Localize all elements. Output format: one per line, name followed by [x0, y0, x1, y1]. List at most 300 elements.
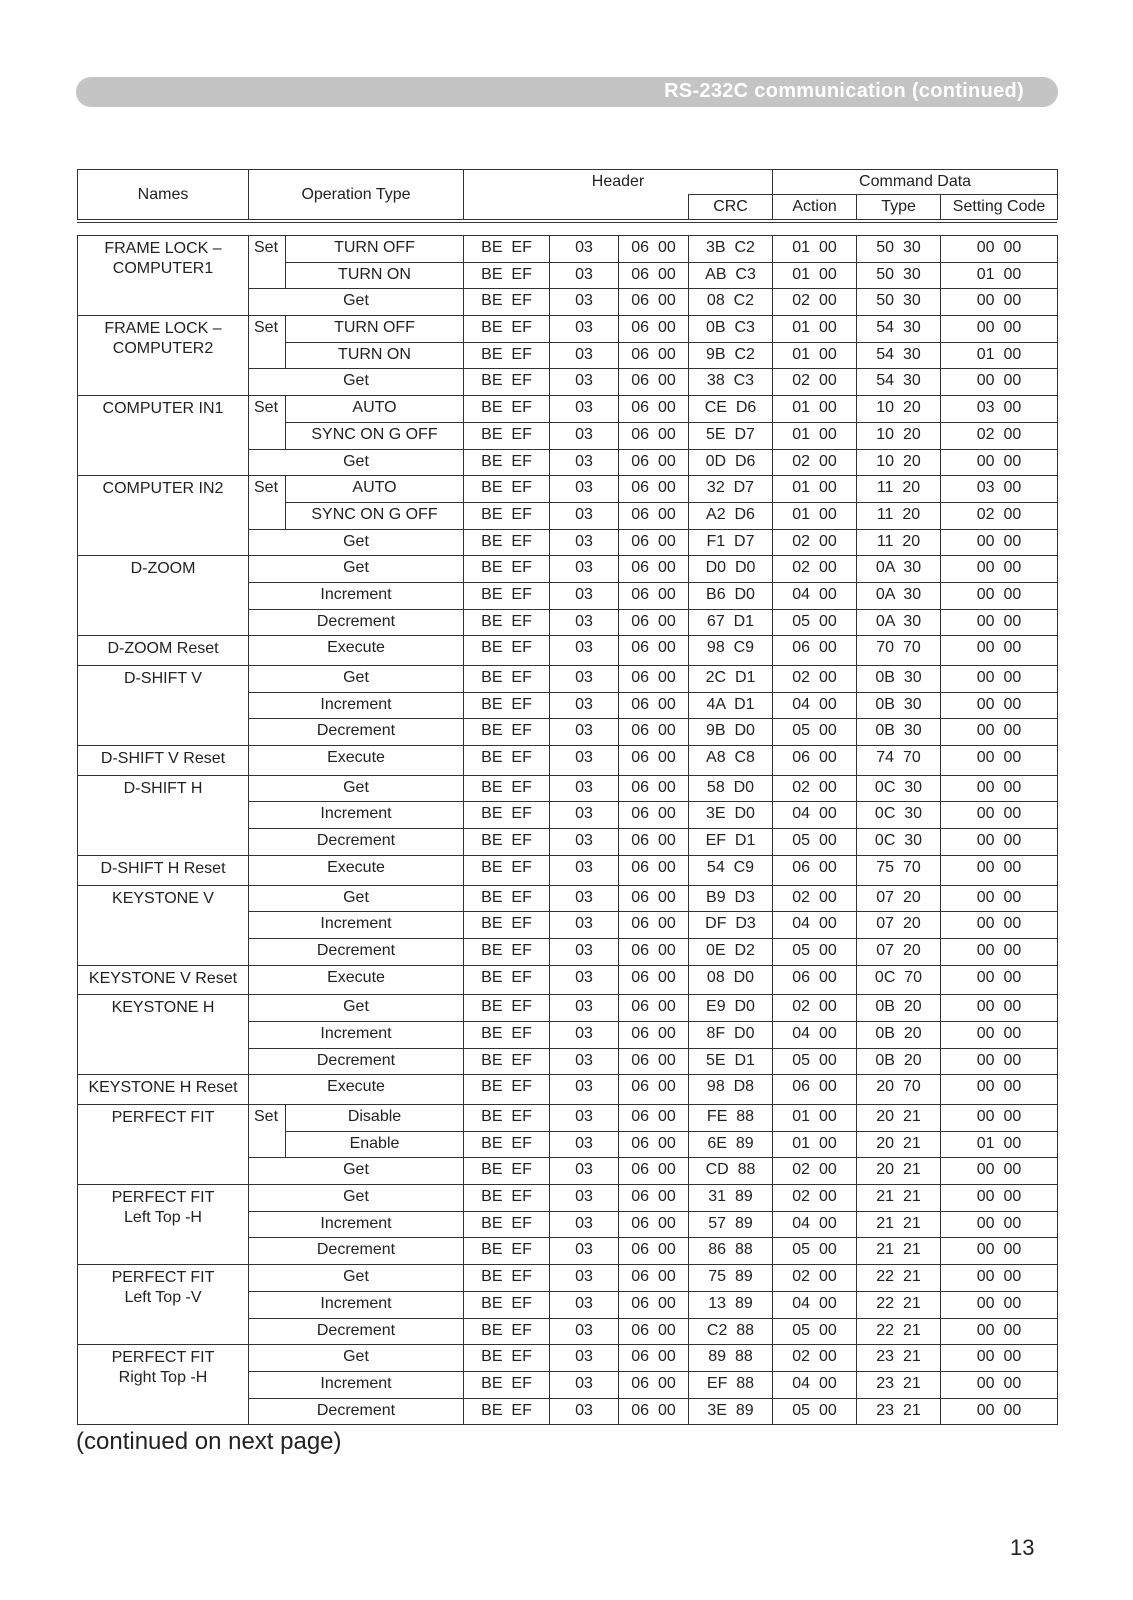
header-size: 06 00: [619, 1398, 689, 1425]
action-value: 04 00: [773, 1021, 857, 1048]
setting-code-value: 00 00: [941, 1048, 1058, 1075]
header-bytes: BE EF: [464, 342, 550, 369]
type-value: 0B 20: [857, 1048, 941, 1075]
crc-value: AB C3: [689, 262, 773, 289]
crc-value: 89 88: [689, 1345, 773, 1372]
type-value: 0B 20: [857, 1021, 941, 1048]
header-size: 06 00: [619, 342, 689, 369]
action-value: 06 00: [773, 746, 857, 776]
header-divider: [77, 222, 1057, 223]
type-value: 0A 30: [857, 556, 941, 583]
type-value: 21 21: [857, 1185, 941, 1212]
action-value: 05 00: [773, 1048, 857, 1075]
table-row: [78, 666, 1058, 693]
header-type-byte: 03: [550, 1131, 619, 1158]
type-value: 0C 70: [857, 965, 941, 995]
header-bytes: BE EF: [464, 829, 550, 856]
crc-value: 32 D7: [689, 476, 773, 503]
header-bytes: BE EF: [464, 236, 550, 263]
header-type-byte: 03: [550, 1211, 619, 1238]
header-type-byte: 03: [550, 636, 619, 666]
header-header-spacer: [464, 195, 689, 220]
header-size: 06 00: [619, 995, 689, 1022]
action-value: 02 00: [773, 1265, 857, 1292]
setting-code-value: 00 00: [941, 1211, 1058, 1238]
header-size: 06 00: [619, 556, 689, 583]
operation-type: Execute: [249, 636, 464, 666]
action-value: 06 00: [773, 965, 857, 995]
operation-type: Increment: [249, 582, 464, 609]
operation-type: Increment: [249, 1021, 464, 1048]
page-number: 13: [1010, 1535, 1035, 1560]
header-bytes: BE EF: [464, 476, 550, 503]
header-type-byte: 03: [550, 666, 619, 693]
header-bytes: BE EF: [464, 529, 550, 556]
header-bytes: BE EF: [464, 502, 550, 529]
crc-value: 98 C9: [689, 636, 773, 666]
action-value: 05 00: [773, 1398, 857, 1425]
table-row: [78, 1345, 1058, 1372]
operation-type: TURN OFF: [286, 236, 464, 263]
action-value: 02 00: [773, 775, 857, 802]
header-type-byte: 03: [550, 1075, 619, 1105]
operation-type: Get: [249, 1158, 464, 1185]
header-bytes: BE EF: [464, 1371, 550, 1398]
header-type-byte: 03: [550, 262, 619, 289]
action-value: 04 00: [773, 912, 857, 939]
operation-type: Get: [249, 449, 464, 476]
operation-type: Get: [249, 1265, 464, 1292]
action-value: 02 00: [773, 666, 857, 693]
crc-value: 57 89: [689, 1211, 773, 1238]
command-name: KEYSTONE V Reset: [78, 965, 249, 995]
setting-code-value: 01 00: [941, 262, 1058, 289]
setting-code-value: 02 00: [941, 422, 1058, 449]
header-bytes: BE EF: [464, 1318, 550, 1345]
command-name: KEYSTONE H: [78, 995, 249, 1075]
header-type-byte: 03: [550, 1105, 619, 1132]
action-value: 05 00: [773, 719, 857, 746]
header-size: 06 00: [619, 422, 689, 449]
header-bytes: BE EF: [464, 316, 550, 343]
setting-code-value: 00 00: [941, 289, 1058, 316]
operation-type: Increment: [249, 1211, 464, 1238]
setting-code-value: 00 00: [941, 1371, 1058, 1398]
crc-value: CD 88: [689, 1158, 773, 1185]
setting-code-value: 00 00: [941, 965, 1058, 995]
command-name: KEYSTONE H Reset: [78, 1075, 249, 1105]
type-value: 54 30: [857, 369, 941, 396]
header-type-byte: 03: [550, 1158, 619, 1185]
action-value: 06 00: [773, 855, 857, 885]
header-bytes: BE EF: [464, 449, 550, 476]
table-row: [78, 1105, 1058, 1132]
set-label: Set: [249, 316, 286, 369]
continued-note: (continued on next page): [76, 1428, 342, 1455]
header-size: 06 00: [619, 1211, 689, 1238]
command-name: FRAME LOCK – COMPUTER2: [78, 316, 249, 396]
header-size: 06 00: [619, 1185, 689, 1212]
operation-type: Disable: [286, 1105, 464, 1132]
command-table: [77, 235, 1058, 1425]
crc-value: 2C D1: [689, 666, 773, 693]
operation-type: Get: [249, 369, 464, 396]
setting-code-value: 00 00: [941, 1345, 1058, 1372]
operation-type: Decrement: [249, 938, 464, 965]
action-value: 05 00: [773, 829, 857, 856]
header-bytes: BE EF: [464, 938, 550, 965]
table-row: [78, 1265, 1058, 1292]
crc-value: C2 88: [689, 1318, 773, 1345]
header-type-byte: 03: [550, 855, 619, 885]
type-value: 20 21: [857, 1158, 941, 1185]
table-row: [78, 316, 1058, 343]
crc-value: 9B C2: [689, 342, 773, 369]
crc-value: CE D6: [689, 396, 773, 423]
command-name: PERFECT FIT: [78, 1105, 249, 1185]
header-size: 06 00: [619, 396, 689, 423]
type-value: 54 30: [857, 342, 941, 369]
crc-value: 8F D0: [689, 1021, 773, 1048]
table-row: [78, 885, 1058, 912]
header-bytes: BE EF: [464, 262, 550, 289]
action-value: 06 00: [773, 636, 857, 666]
table-row: [78, 965, 1058, 995]
crc-value: 3E D0: [689, 802, 773, 829]
setting-code-value: 01 00: [941, 1131, 1058, 1158]
action-value: 01 00: [773, 236, 857, 263]
header-setting-code: Setting Code: [941, 195, 1058, 220]
crc-value: 0B C3: [689, 316, 773, 343]
action-value: 04 00: [773, 802, 857, 829]
header-type-byte: 03: [550, 1021, 619, 1048]
header-type-byte: 03: [550, 719, 619, 746]
header-type-byte: 03: [550, 1345, 619, 1372]
operation-type: Enable: [286, 1131, 464, 1158]
action-value: 01 00: [773, 1131, 857, 1158]
crc-value: 6E 89: [689, 1131, 773, 1158]
header-size: 06 00: [619, 582, 689, 609]
operation-type: Decrement: [249, 1238, 464, 1265]
action-value: 04 00: [773, 692, 857, 719]
set-label: Set: [249, 396, 286, 449]
header-size: 06 00: [619, 666, 689, 693]
type-value: 23 21: [857, 1398, 941, 1425]
action-value: 02 00: [773, 289, 857, 316]
table-row: [78, 1185, 1058, 1212]
setting-code-value: 00 00: [941, 1105, 1058, 1132]
action-value: 06 00: [773, 1075, 857, 1105]
command-name: COMPUTER IN2: [78, 476, 249, 556]
action-value: 05 00: [773, 1238, 857, 1265]
action-value: 02 00: [773, 369, 857, 396]
header-type-byte: 03: [550, 369, 619, 396]
type-value: 0B 30: [857, 666, 941, 693]
operation-type: Get: [249, 556, 464, 583]
header-bytes: BE EF: [464, 582, 550, 609]
header-size: 06 00: [619, 885, 689, 912]
action-value: 04 00: [773, 1371, 857, 1398]
header-type-byte: 03: [550, 1291, 619, 1318]
crc-value: 0E D2: [689, 938, 773, 965]
type-value: 74 70: [857, 746, 941, 776]
setting-code-value: 00 00: [941, 692, 1058, 719]
header-type-byte: 03: [550, 582, 619, 609]
header-bytes: BE EF: [464, 609, 550, 636]
setting-code-value: 00 00: [941, 855, 1058, 885]
header-bytes: BE EF: [464, 1265, 550, 1292]
setting-code-value: 00 00: [941, 1398, 1058, 1425]
type-value: 11 20: [857, 529, 941, 556]
setting-code-value: 02 00: [941, 502, 1058, 529]
crc-value: 38 C3: [689, 369, 773, 396]
set-label: Set: [249, 476, 286, 529]
table-row: [78, 636, 1058, 666]
operation-type: Get: [249, 666, 464, 693]
crc-value: 75 89: [689, 1265, 773, 1292]
header-bytes: BE EF: [464, 802, 550, 829]
operation-type: Increment: [249, 1371, 464, 1398]
crc-value: 5E D1: [689, 1048, 773, 1075]
setting-code-value: 00 00: [941, 1158, 1058, 1185]
header-size: 06 00: [619, 502, 689, 529]
header-type-byte: 03: [550, 885, 619, 912]
setting-code-value: 00 00: [941, 995, 1058, 1022]
header-type-byte: 03: [550, 775, 619, 802]
header-size: 06 00: [619, 1318, 689, 1345]
setting-code-value: 00 00: [941, 529, 1058, 556]
header-type-byte: 03: [550, 1185, 619, 1212]
type-value: 11 20: [857, 502, 941, 529]
operation-type: Decrement: [249, 829, 464, 856]
action-value: 05 00: [773, 609, 857, 636]
crc-value: A2 D6: [689, 502, 773, 529]
operation-type: TURN ON: [286, 342, 464, 369]
type-value: 0C 30: [857, 802, 941, 829]
command-name: KEYSTONE V: [78, 885, 249, 965]
type-value: 20 70: [857, 1075, 941, 1105]
header-type-byte: 03: [550, 316, 619, 343]
action-value: 02 00: [773, 1185, 857, 1212]
header-type: Type: [857, 195, 941, 220]
set-label: Set: [249, 1105, 286, 1158]
type-value: 07 20: [857, 885, 941, 912]
header-bytes: BE EF: [464, 1291, 550, 1318]
header-size: 06 00: [619, 746, 689, 776]
action-value: 01 00: [773, 316, 857, 343]
crc-value: 9B D0: [689, 719, 773, 746]
header-type-byte: 03: [550, 692, 619, 719]
type-value: 50 30: [857, 262, 941, 289]
type-value: 0A 30: [857, 582, 941, 609]
type-value: 23 21: [857, 1345, 941, 1372]
header-type-byte: 03: [550, 396, 619, 423]
operation-type: Get: [249, 289, 464, 316]
operation-type: Decrement: [249, 1398, 464, 1425]
setting-code-value: 01 00: [941, 342, 1058, 369]
action-value: 01 00: [773, 342, 857, 369]
table-row: [78, 775, 1058, 802]
header-bytes: BE EF: [464, 912, 550, 939]
command-name: D-ZOOM Reset: [78, 636, 249, 666]
setting-code-value: 00 00: [941, 582, 1058, 609]
header-operation-type: Operation Type: [249, 170, 464, 220]
operation-type: SYNC ON G OFF: [286, 502, 464, 529]
type-value: 70 70: [857, 636, 941, 666]
setting-code-value: 00 00: [941, 316, 1058, 343]
type-value: 50 30: [857, 289, 941, 316]
setting-code-value: 00 00: [941, 1318, 1058, 1345]
operation-type: Decrement: [249, 609, 464, 636]
type-value: 22 21: [857, 1291, 941, 1318]
operation-type: Get: [249, 995, 464, 1022]
type-value: 20 21: [857, 1105, 941, 1132]
header-type-byte: 03: [550, 502, 619, 529]
crc-value: B9 D3: [689, 885, 773, 912]
action-value: 02 00: [773, 556, 857, 583]
header-size: 06 00: [619, 1238, 689, 1265]
header-size: 06 00: [619, 1048, 689, 1075]
header-size: 06 00: [619, 609, 689, 636]
action-value: 01 00: [773, 422, 857, 449]
header-type-byte: 03: [550, 529, 619, 556]
crc-value: A8 C8: [689, 746, 773, 776]
crc-value: 54 C9: [689, 855, 773, 885]
setting-code-value: 00 00: [941, 609, 1058, 636]
crc-value: DF D3: [689, 912, 773, 939]
operation-type: AUTO: [286, 476, 464, 503]
setting-code-value: 00 00: [941, 1238, 1058, 1265]
header-bytes: BE EF: [464, 746, 550, 776]
header-type-byte: 03: [550, 965, 619, 995]
type-value: 0C 30: [857, 829, 941, 856]
type-value: 07 20: [857, 912, 941, 939]
table-row: [78, 476, 1058, 503]
action-value: 02 00: [773, 529, 857, 556]
type-value: 21 21: [857, 1211, 941, 1238]
operation-type: Execute: [249, 855, 464, 885]
command-name: D-ZOOM: [78, 556, 249, 636]
command-name: D-SHIFT H: [78, 775, 249, 855]
header-type-byte: 03: [550, 802, 619, 829]
operation-type: Get: [249, 1185, 464, 1212]
header-type-byte: 03: [550, 609, 619, 636]
header-size: 06 00: [619, 1371, 689, 1398]
setting-code-value: 00 00: [941, 449, 1058, 476]
header-size: 06 00: [619, 802, 689, 829]
column-header-table: [77, 169, 1058, 220]
crc-value: B6 D0: [689, 582, 773, 609]
header-size: 06 00: [619, 636, 689, 666]
operation-type: Increment: [249, 1291, 464, 1318]
crc-value: 08 D0: [689, 965, 773, 995]
type-value: 0B 20: [857, 995, 941, 1022]
operation-type: Get: [249, 1345, 464, 1372]
set-label: Set: [249, 236, 286, 289]
operation-type: Decrement: [249, 1048, 464, 1075]
setting-code-value: 00 00: [941, 666, 1058, 693]
header-size: 06 00: [619, 855, 689, 885]
type-value: 07 20: [857, 938, 941, 965]
header-size: 06 00: [619, 1131, 689, 1158]
setting-code-value: 00 00: [941, 1185, 1058, 1212]
crc-value: E9 D0: [689, 995, 773, 1022]
header-type-byte: 03: [550, 476, 619, 503]
crc-value: 31 89: [689, 1185, 773, 1212]
header-bytes: BE EF: [464, 289, 550, 316]
header-size: 06 00: [619, 965, 689, 995]
crc-value: 4A D1: [689, 692, 773, 719]
type-value: 22 21: [857, 1265, 941, 1292]
action-value: 02 00: [773, 995, 857, 1022]
header-type-byte: 03: [550, 236, 619, 263]
header-type-byte: 03: [550, 1265, 619, 1292]
command-name: COMPUTER IN1: [78, 396, 249, 476]
action-value: 02 00: [773, 885, 857, 912]
header-type-byte: 03: [550, 422, 619, 449]
header-bytes: BE EF: [464, 719, 550, 746]
action-value: 02 00: [773, 1158, 857, 1185]
action-value: 04 00: [773, 582, 857, 609]
table-row: [78, 746, 1058, 776]
setting-code-value: 00 00: [941, 1265, 1058, 1292]
header-bytes: BE EF: [464, 1238, 550, 1265]
header-type-byte: 03: [550, 938, 619, 965]
header-size: 06 00: [619, 449, 689, 476]
header-size: 06 00: [619, 236, 689, 263]
header-type-byte: 03: [550, 1048, 619, 1075]
header-type-byte: 03: [550, 746, 619, 776]
header-size: 06 00: [619, 369, 689, 396]
header-bytes: BE EF: [464, 1185, 550, 1212]
header-size: 06 00: [619, 912, 689, 939]
setting-code-value: 00 00: [941, 885, 1058, 912]
action-value: 05 00: [773, 938, 857, 965]
crc-value: 86 88: [689, 1238, 773, 1265]
operation-type: Execute: [249, 1075, 464, 1105]
header-size: 06 00: [619, 1158, 689, 1185]
operation-type: Increment: [249, 802, 464, 829]
operation-type: Execute: [249, 746, 464, 776]
header-type-byte: 03: [550, 449, 619, 476]
header-type-byte: 03: [550, 342, 619, 369]
header-crc: CRC: [689, 195, 773, 220]
header-size: 06 00: [619, 1291, 689, 1318]
header-bytes: BE EF: [464, 636, 550, 666]
type-value: 50 30: [857, 236, 941, 263]
header-size: 06 00: [619, 262, 689, 289]
type-value: 0B 30: [857, 692, 941, 719]
header-type-byte: 03: [550, 1318, 619, 1345]
header-bytes: BE EF: [464, 1105, 550, 1132]
setting-code-value: 03 00: [941, 476, 1058, 503]
operation-type: TURN OFF: [286, 316, 464, 343]
command-name: PERFECT FIT Left Top -H: [78, 1185, 249, 1265]
header-bytes: BE EF: [464, 1158, 550, 1185]
operation-type: Increment: [249, 912, 464, 939]
header-size: 06 00: [619, 289, 689, 316]
type-value: 10 20: [857, 449, 941, 476]
crc-value: EF D1: [689, 829, 773, 856]
header-size: 06 00: [619, 476, 689, 503]
action-value: 05 00: [773, 1318, 857, 1345]
crc-value: 5E D7: [689, 422, 773, 449]
header-command-data: Command Data: [773, 170, 1058, 195]
operation-type: Get: [249, 529, 464, 556]
header-bytes: BE EF: [464, 369, 550, 396]
operation-type: Increment: [249, 692, 464, 719]
setting-code-value: 00 00: [941, 1021, 1058, 1048]
